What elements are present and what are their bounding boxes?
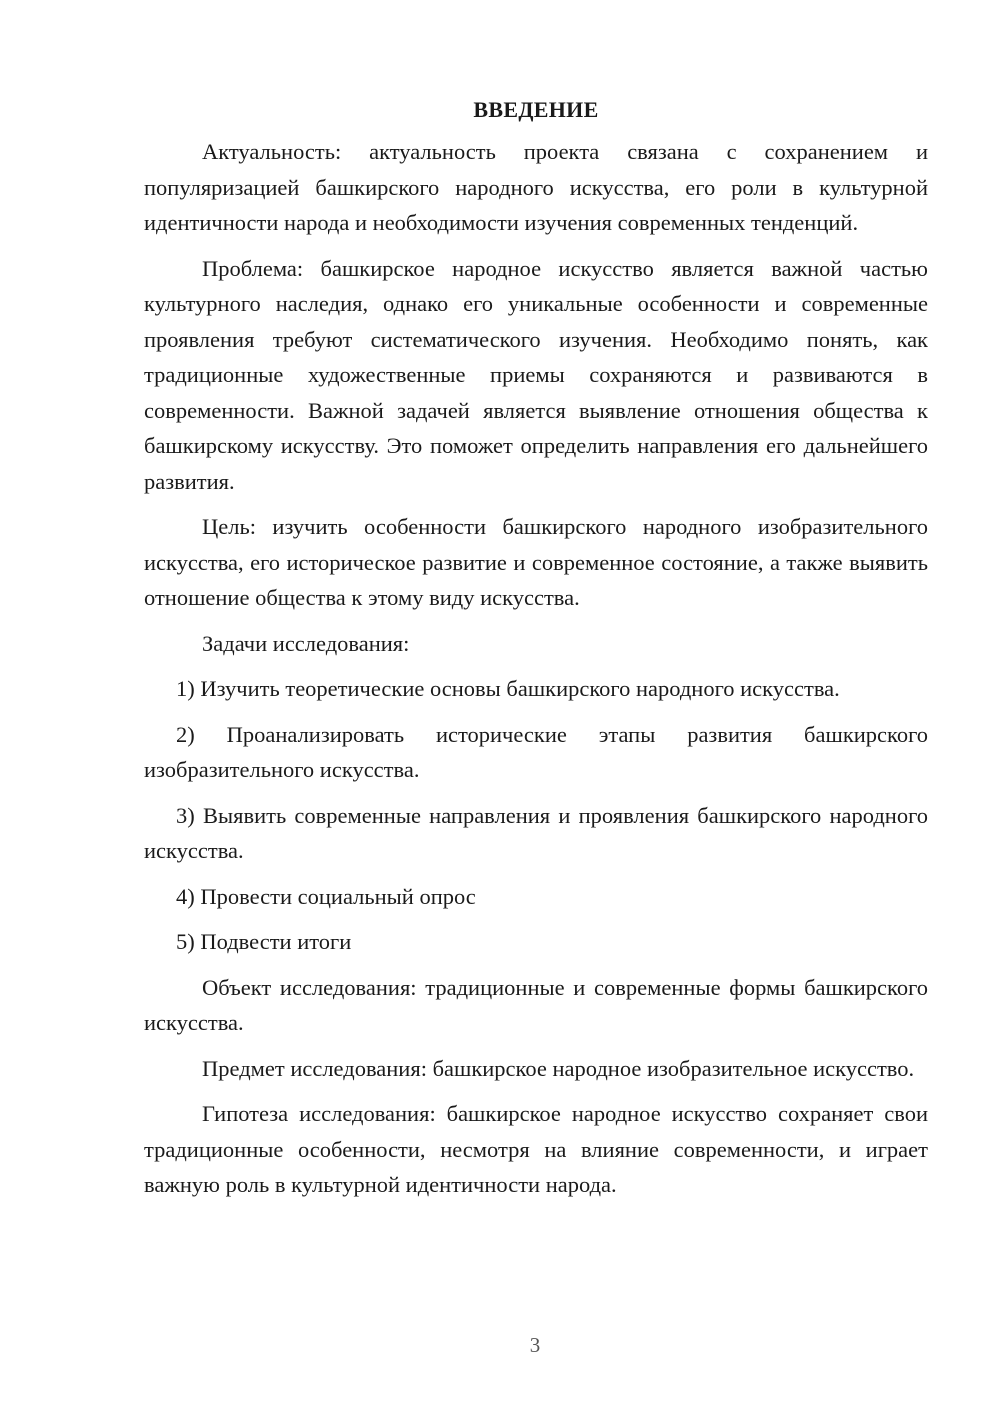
goal-paragraph: Цель: изучить особенности башкирского народного изобразительного искусства, его историческое развитие и современное состояние, а также выявить отношение общества к этому виду искусства.	[144, 514, 928, 610]
task-item-5: 5) Подвести итоги	[176, 929, 352, 954]
page-number: 3	[529, 1333, 541, 1357]
task-item-3: 3) Выявить современные направления и проявления башкирского народного искусства.	[144, 802, 928, 863]
subject-paragraph: Предмет исследования: башкирское народное изобразительное искусство.	[202, 1055, 915, 1081]
section-title: ВВЕДЕНИЕ	[473, 97, 599, 122]
document-page	[144, 92, 928, 1213]
task-item-1: 1) Изучить теоретические основы башкирского народного искусства.	[176, 676, 840, 701]
task-item-2: 2) Проанализировать исторические этапы развития башкирского изобразительного искусства.	[144, 721, 928, 782]
problem-paragraph: Проблема: башкирское народное искусство является важной частью культурного наследия, однако его уникальные особенности и современные проявления требуют систематического изучения. Необходимо понять, как традиционные художественные приемы сохраняются и развиваются в современности. Важной задачей является выявление отношения общества к башкирскому искусству. Это поможет определить направления его дальнейшего развития.	[144, 255, 928, 494]
hypothesis-paragraph: Гипотеза исследования: башкирское народное искусство сохраняет свои традиционные особенности, несмотря на влияние современности, и играет важную роль в культурной идентичности народа.	[144, 1101, 928, 1197]
relevance-paragraph: Актуальность: актуальность проекта связана с сохранением и популяризацией башкирского народного искусства, его роли в культурной идентичности народа и необходимости изучения современных тенденций.	[144, 139, 928, 235]
task-item-4: 4) Провести социальный опрос	[176, 883, 476, 909]
tasks-heading: Задачи исследования:	[202, 630, 410, 656]
object-paragraph: Объект исследования: традиционные и современные формы башкирского искусства.	[144, 974, 928, 1035]
